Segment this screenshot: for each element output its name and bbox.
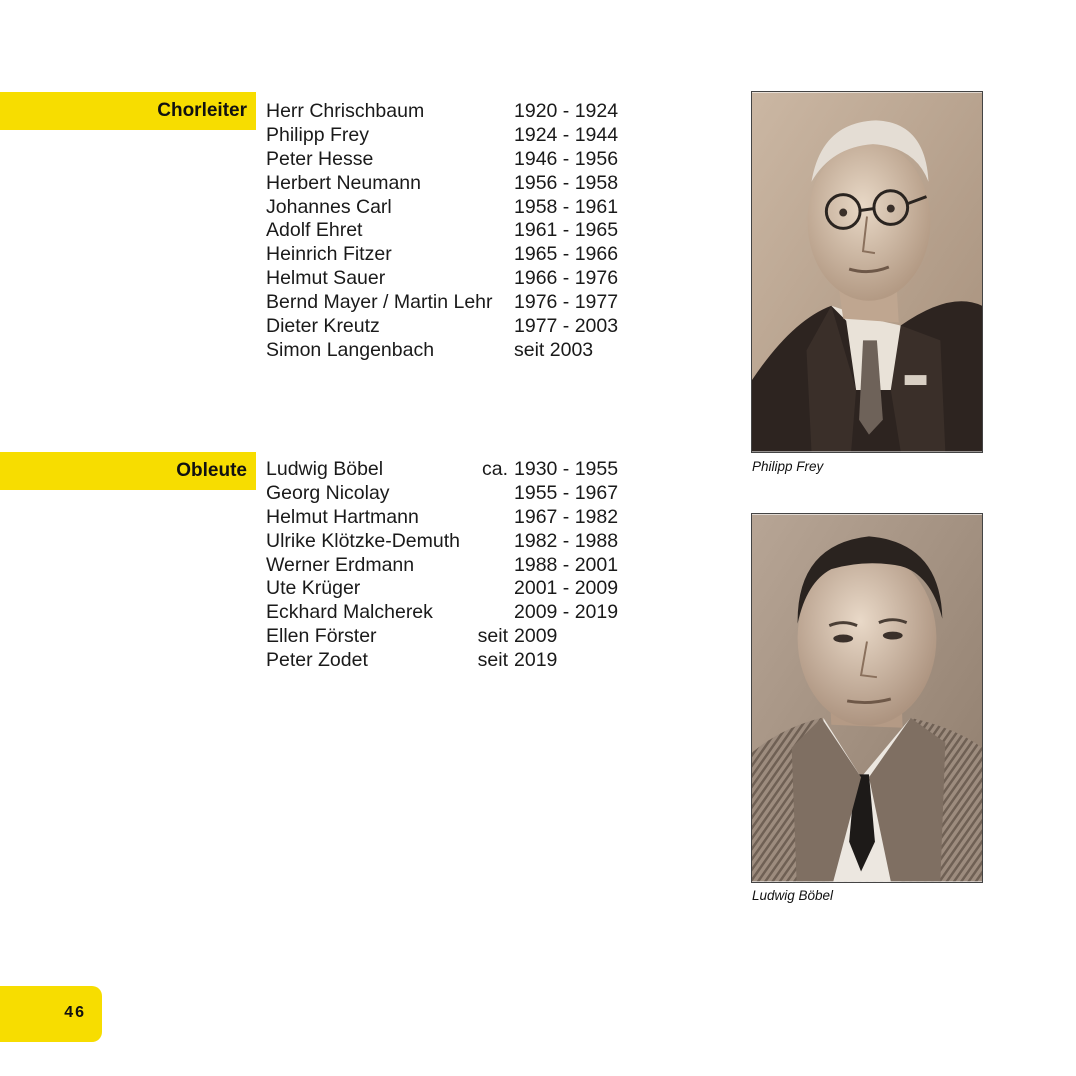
list-item (266, 172, 666, 196)
years-range: 1956 - 1958 (514, 171, 619, 194)
years-range: 1966 - 1976 (514, 267, 619, 290)
list-item (266, 124, 666, 148)
obleute-list (266, 458, 666, 673)
years-range: 1988 - 2001 (514, 553, 619, 576)
list-item (266, 100, 666, 124)
person-name: Ellen Förster (266, 625, 377, 648)
section-label: Chorleiter (157, 100, 247, 121)
years-range: 1977 - 2003 (514, 315, 619, 338)
years-range: seit 2003 (514, 338, 594, 361)
chorleiter-list (266, 100, 666, 363)
photo-caption: Philipp Frey (752, 459, 824, 474)
years-range: 2009 - 2019 (514, 601, 619, 624)
years-range: 1924 - 1944 (514, 123, 619, 146)
list-item (266, 243, 666, 267)
list-item (266, 649, 666, 673)
years-prefix: seit (477, 649, 508, 672)
years-range: 1930 - 1955 (514, 458, 619, 480)
page-number: 46 (64, 1004, 86, 1021)
person-name: Helmut Hartmann (266, 505, 419, 528)
section-tag-obleute (0, 452, 256, 490)
person-name: Adolf Ehret (266, 219, 363, 242)
years-range: 2019 (514, 649, 558, 672)
person-name: Philipp Frey (266, 123, 369, 146)
years-range: 1961 - 1965 (514, 219, 619, 242)
photo-caption: Ludwig Böbel (752, 888, 834, 903)
person-name: Johannes Carl (266, 195, 392, 218)
person-name: Georg Nicolay (266, 481, 390, 504)
years-range: 1946 - 1956 (514, 147, 619, 170)
person-name: Ute Krüger (266, 577, 361, 600)
person-name: Herr Chrischbaum (266, 100, 425, 122)
list-item (266, 196, 666, 220)
list-item (266, 339, 666, 363)
years-range: 1965 - 1966 (514, 243, 619, 266)
person-name: Bernd Mayer / Martin Lehr (266, 291, 493, 314)
list-item (266, 625, 666, 649)
person-name: Herbert Neumann (266, 171, 421, 194)
person-name: Dieter Kreutz (266, 315, 380, 338)
list-item (266, 482, 666, 506)
portrait-photo (751, 513, 983, 883)
years-range: 1958 - 1961 (514, 195, 619, 218)
list-item (266, 315, 666, 339)
years-range: 2009 (514, 625, 558, 648)
section-tag-chorleiter (0, 92, 256, 130)
person-name: Eckhard Malcherek (266, 601, 433, 624)
list-item (266, 530, 666, 554)
years-range: 2001 - 2009 (514, 577, 619, 600)
list-item (266, 506, 666, 530)
list-item (266, 267, 666, 291)
page-number-tab (0, 986, 102, 1042)
years-prefix: seit (477, 625, 508, 648)
list-item (266, 554, 666, 578)
list-item (266, 291, 666, 315)
years-range: 1967 - 1982 (514, 505, 619, 528)
section-label: Obleute (176, 460, 247, 481)
list-item (266, 148, 666, 172)
person-name: Peter Zodet (266, 649, 368, 672)
person-name: Ulrike Klötzke-Demuth (266, 529, 460, 552)
list-item (266, 458, 666, 482)
list-item (266, 219, 666, 243)
years-range: 1955 - 1967 (514, 481, 619, 504)
list-item (266, 601, 666, 625)
person-name: Ludwig Böbel (266, 458, 384, 480)
person-name: Simon Langenbach (266, 338, 435, 361)
person-name: Werner Erdmann (266, 553, 415, 576)
portrait-photo (751, 91, 983, 453)
years-prefix: ca. (481, 458, 508, 480)
person-name: Peter Hesse (266, 147, 374, 170)
years-range: 1920 - 1924 (514, 100, 619, 122)
person-name: Heinrich Fitzer (266, 243, 392, 266)
list-item (266, 577, 666, 601)
years-range: 1982 - 1988 (514, 529, 619, 552)
person-name: Helmut Sauer (266, 267, 386, 290)
years-range: 1976 - 1977 (514, 291, 619, 314)
